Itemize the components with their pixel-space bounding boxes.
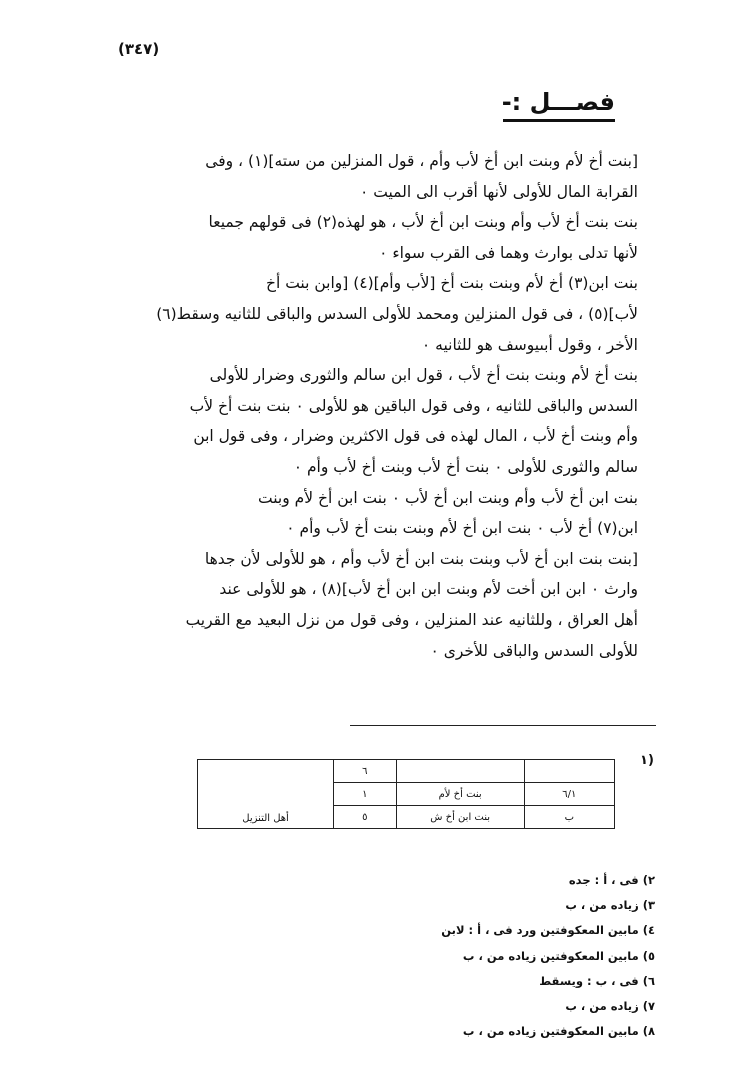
- text-line: أهل العراق ، وللثانيه عند المنزلين ، وفى قول من نزل البعيد مع القريب: [185, 610, 638, 629]
- text-line: بنت ابن(٣) أخ لأم وبنت بنت أخ [لأب وأم](٤) [وابن بنت أخ: [265, 274, 638, 293]
- table-cell-share: ٥: [334, 806, 397, 829]
- table-cell-heir: بنت أخ لأم: [396, 783, 524, 806]
- text-line: بنت أخ لأم وبنت بنت أخ لأب ، قول ابن سالم والثورى وضرار للأولى: [209, 366, 638, 385]
- table-cell-fraction: ٦/١: [524, 783, 614, 806]
- text-line: الأخر ، وقول أبىيوسف هو للثانيه ٠: [421, 335, 638, 354]
- footnote: ٤) مابين المعكوفتين ورد فى ، أ : لابن: [441, 923, 655, 938]
- table-cell-fraction: ب: [524, 806, 614, 829]
- text-line: لأنها تدلى بوارث وهما فى القرب سواء ٠: [379, 243, 638, 262]
- text-line: [بنت بنت ابن أخ لأب وبنت بنت ابن أخ لأب وأم ، هو للأولى لأن جدها: [204, 549, 638, 568]
- footnote: ٦) فى ، ب : ويسقط: [539, 973, 655, 988]
- text-line: [بنت أخ لأم وبنت ابن أخ لأب وأم ، قول المنزلين من سته](١) ، وفى: [205, 152, 638, 170]
- table-cell-share: ٦: [334, 760, 397, 783]
- text-line: القرابة المال للأولى لأنها أقرب الى الميت ٠: [360, 182, 638, 201]
- table-cell-heir: [396, 760, 524, 783]
- footnotes-list: [235, 868, 655, 1044]
- text-line: لأب](٥) ، فى قول المنزلين ومحمد للأولى السدس والباقى للثانيه وسقط(٦): [156, 304, 638, 323]
- text-line: وارث ٠ ابن ابن أخت لأم وبنت ابن ابن أخ لأب](٨) ، هو للأولى عند: [219, 580, 638, 599]
- text-line: سالم والثورى للأولى ٠ بنت أخ لأب وبنت أخ لأب وأم ٠: [293, 457, 638, 476]
- footnote-1-marker: (١: [640, 753, 654, 768]
- footnote: ٣) زياده من ، ب: [565, 898, 655, 913]
- table-cell-heir: بنت ابن أخ ش: [396, 806, 524, 829]
- table-cell-share: ١: [334, 783, 397, 806]
- page-number: (٣٤٧): [118, 40, 160, 58]
- footnote: ٢) فى ، أ : جده: [568, 873, 655, 887]
- heading-underline: [503, 119, 615, 122]
- table-row: [198, 760, 615, 783]
- table-cell-fraction: [524, 760, 614, 783]
- text-line: للأولى السدس والباقى للأخرى ٠: [430, 641, 638, 660]
- section-heading: فصـــل :-: [501, 88, 615, 116]
- footnote: ٧) زياده من ، ب: [565, 999, 655, 1014]
- text-line: وأم وبنت أخ لأب ، المال لهذه فى قول الاكثرين وضرار ، وفى قول ابن: [193, 427, 638, 446]
- table-cell-label: أهل التنزيل: [198, 760, 334, 829]
- footnote: ٥) مابين المعكوفتين زياده من ، ب: [462, 948, 655, 963]
- footnote-table: [197, 759, 615, 829]
- text-line: بنت بنت أخ لأب وأم وبنت ابن أخ لأب ، هو لهذه(٢) فى قولهم جميعا: [208, 213, 638, 232]
- text-line: السدس والباقى للثانيه ، وفى قول الباقين هو للأولى ٠ بنت بنت أخ لأب: [189, 396, 638, 415]
- footnote-separator: [350, 725, 656, 726]
- text-line: ابن(٧) أخ لأب ٠ بنت ابن أخ لأم وبنت بنت أخ لأب وأم ٠: [286, 519, 638, 538]
- body-text: [118, 146, 638, 666]
- footnote: ٨) مابين المعكوفتين زياده من ، ب: [462, 1024, 655, 1039]
- text-line: بنت ابن أخ لأب وأم وبنت ابن أخ لأب ٠ بنت ابن أخ لأم وبنت: [257, 488, 638, 507]
